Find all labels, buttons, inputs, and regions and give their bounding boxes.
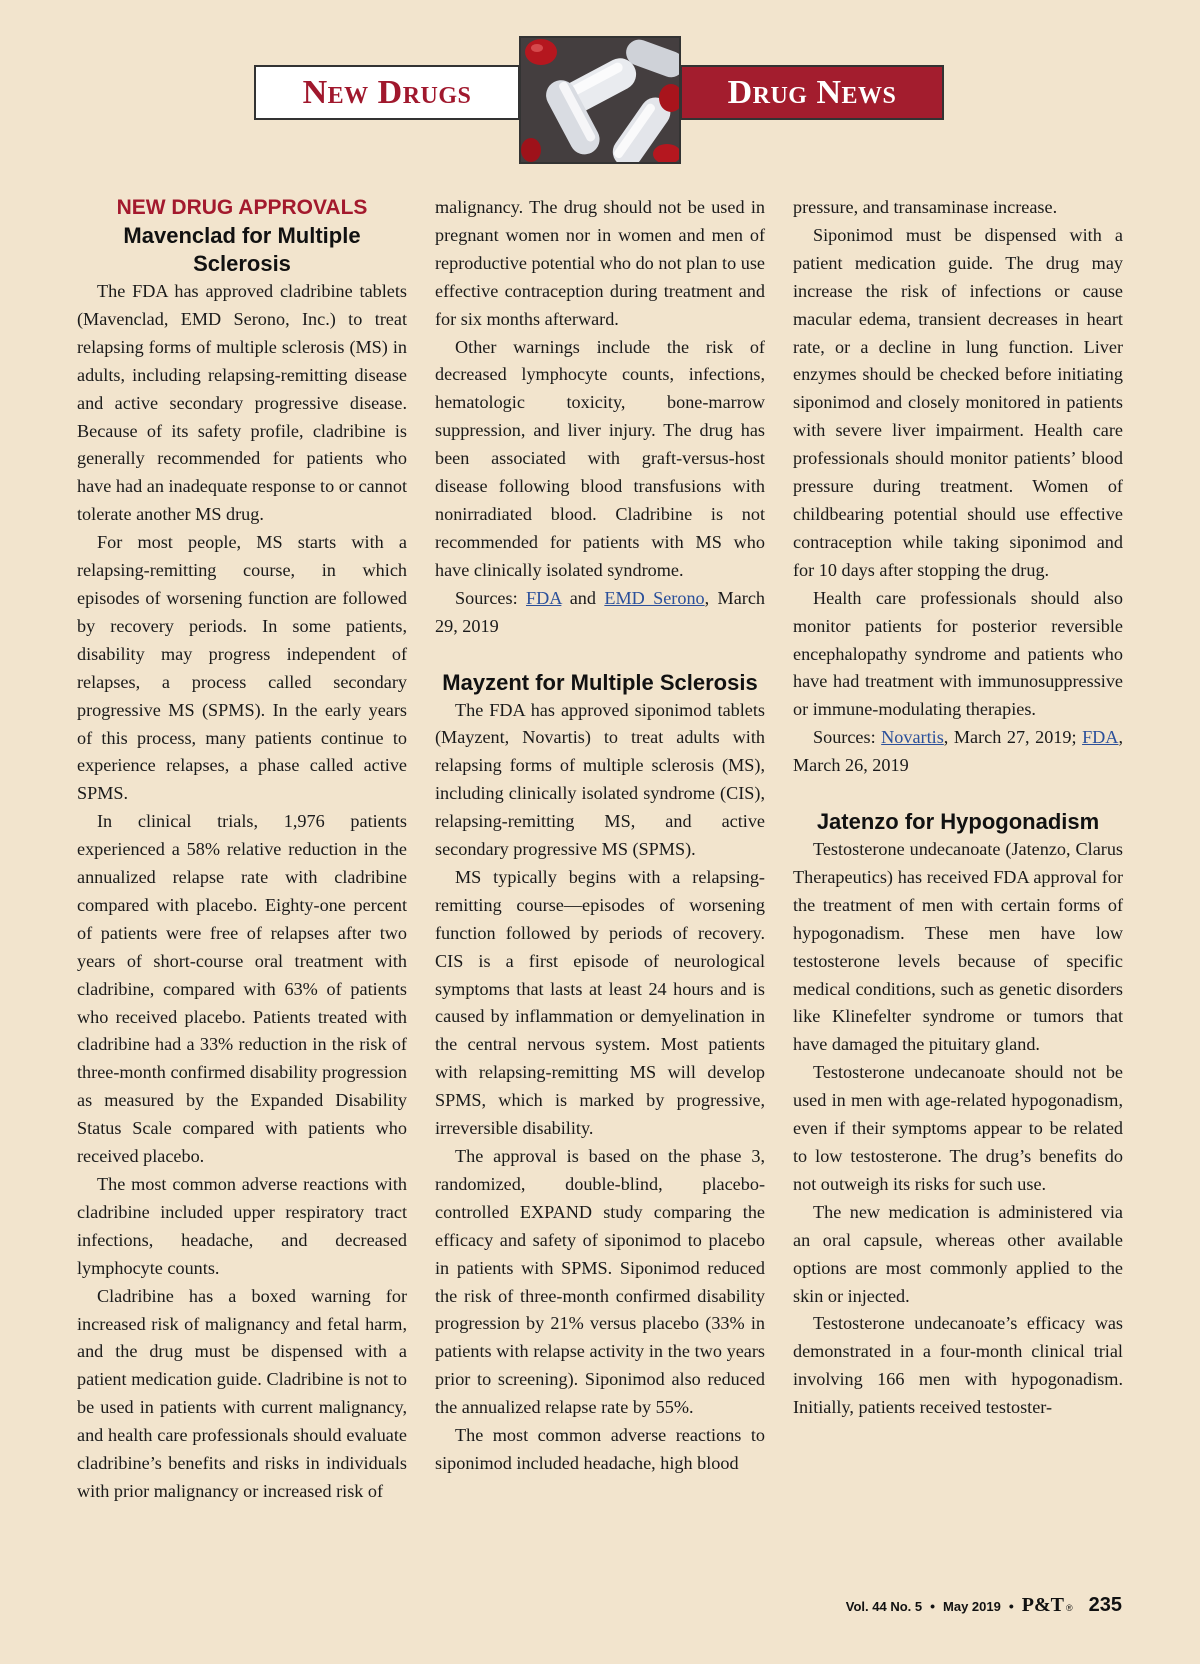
paragraph: Siponimod must be dispensed with a patient medication guide. The drug may increase the risk of infections or cause macular edema, transient decreases in heart rate, or a decline in lung function. Liver enzymes should be checked before initiating siponimod and closely monitored in patients with severe liver impairment. Health care professionals should monitor patients’ blood pressure during treatment. Women of childbearing potential should use effective contraception while taking siponimod and for 10 days after stopping the drug. [793, 224, 1123, 580]
sources-date: , March 26, 2019 [793, 727, 1123, 776]
new-drugs-label: New Drugs [254, 65, 520, 120]
sources-line [435, 585, 765, 641]
paragraph: Health care professionals should also monitor patients for posterior reversible encephalopathy syndrome and patients who have had treatment with immunosuppressive or immune-modulating therapies. [793, 587, 1123, 720]
paragraph: The FDA has approved siponimod tablets (Mayzent, Novartis) to treat adults with relapsing forms of multiple sclerosis (MS), including clinically isolated syndrome (CIS), relapsing-remitting MS, and active secondary progressive MS (SPMS). [435, 699, 765, 860]
separator-dot: • [1008, 1598, 1014, 1614]
paragraph: Other warnings include the risk of decreased lymphocyte counts, infections, hematologic toxicity, bone-marrow suppression, and liver injury. The drug has been associated with graft-versus-host disease following blood transfusions with nonirradiated blood. Cladribine is not recommended for patients with MS who have clinically isolated syndrome. [435, 336, 765, 580]
paragraph: malignancy. The drug should not be used in pregnant women nor in women and men of reproductive potential who do not plan to use effective contraception during treatment and for six months afterward. [435, 197, 765, 329]
paragraph: The approval is based on the phase 3, randomized, double-blind, placebo-controlled EXPAND study comparing the efficacy and safety of siponimod to placebo in patients with SPMS. Siponimod reduced the risk of three-month confirmed disability progression by 21% versus placebo (33% in patients with relapse activity in the two years prior to screening). Siponimod also reduced the annualized relapse rate by 55%. [435, 1146, 765, 1418]
sources-and: and [561, 587, 605, 608]
paragraph: Testosterone undecanoate’s efficacy was demonstrated in a four-month clinical trial involving 166 men with hypogonadism. Initially, patients received testoster- [793, 1313, 1123, 1418]
drug-news-label: Drug News [680, 65, 944, 120]
article-heading-jatenzo: Jatenzo for Hypogonadism [816, 809, 1100, 835]
article-heading-mavenclad: Mavenclad for Multiple Sclerosis [123, 223, 361, 276]
sources-line [793, 724, 1123, 780]
paragraph: The most common adverse reactions to siponimod included headache, high blood [435, 1425, 765, 1473]
source-link-emd-serono[interactable]: EMD Serono [604, 587, 705, 608]
pills-photo [519, 36, 681, 164]
paragraph: The new medication is administered via an oral capsule, whereas other available options are most commonly applied to the skin or injected. [793, 1201, 1123, 1306]
issue-date: May 2019 [943, 1599, 1001, 1614]
paragraph: MS typically begins with a relapsing-remitting course—episodes of worsening function followed by periods of recovery. CIS is a first episode of neurological symptoms that lasts at least 24 hours and is caused by inflammation or demyelination in the central nervous system. Most patients with relapsing-remitting MS will develop SPMS, which is marked by progressive, irreversible disability. [435, 866, 765, 1139]
page-footer [846, 1594, 1122, 1624]
paragraph: Testosterone undecanoate (Jatenzo, Clarus Therapeutics) has received FDA approval for the treatment of men with certain forms of hypogonadism. These men have low testosterone levels because of specific medical conditions, such as genetic disorders like Klinefelter syndrome or tumors that have damaged the pituitary gland. [793, 839, 1123, 1055]
paragraph: pressure, and transaminase increase. [793, 197, 1058, 217]
source-link-fda[interactable]: FDA [525, 587, 562, 608]
sources-date: , March 27, 2019; [943, 727, 1077, 748]
masthead-banner [0, 0, 1200, 170]
page-number: 235 [1088, 1594, 1122, 1616]
sources-label: Sources: [813, 727, 882, 748]
sources-label: Sources: [455, 587, 526, 608]
sources-date: , March 29, 2019 [435, 587, 766, 636]
separator-dot: • [930, 1598, 936, 1614]
paragraph: The most common adverse reactions with cladribine included upper respiratory tract infections, headache, and decreased lymphocyte counts. [77, 1174, 407, 1278]
source-link-novartis[interactable]: Novartis [881, 727, 944, 748]
paragraph: Testosterone undecanoate should not be used in men with age-related hypogonadism, even if their symptoms appear to be related to low testosterone. The drug’s benefits do not outweigh its risks for such use. [793, 1062, 1123, 1194]
paragraph: Cladribine has a boxed warning for increased risk of malignancy and fetal harm, and the drug must be dispensed with a patient medication guide. Cladribine is not to be used in patients with current malignancy, and health care professionals should evaluate cladribine’s benefits and risks in individuals with prior malignancy or increased risk of [77, 1285, 407, 1501]
journal-name: P&T [1021, 1594, 1064, 1616]
paragraph: The FDA has approved cladribine tablets (Mavenclad, EMD Serono, Inc.) to treat relapsing forms of multiple sclerosis (MS) in adults, including relapsing-remitting disease and active secondary progressive disease. Because of its safety profile, cladribine is generally recommended for patients who have had an inadequate response to or cannot tolerate another MS drug. [77, 281, 407, 525]
column-2 [435, 194, 765, 1478]
paragraph: For most people, MS starts with a relapsing-remitting course, in which episodes of worsening function are followed by recovery periods. In some patients, disability may progress independent of relapses, a process called secondary progressive MS (SPMS). In the early years of this process, many patients continue to experience relapses, a phase called active SPMS. [77, 532, 407, 804]
column-3 [793, 194, 1123, 1422]
column-1 [77, 194, 407, 1506]
article-heading-mayzent: Mayzent for Multiple Sclerosis [442, 669, 758, 695]
registered-mark: ® [1065, 1603, 1073, 1613]
paragraph: In clinical trials, 1,976 patients experienced a 58% relative reduction in the annualized relapse rate with cladribine compared with placebo. Eighty-one percent of patients were free of relapses after two years of short-course oral treatment with cladribine, compared with 63% of patients who received placebo. Patients treated with cladribine had a 33% reduction in the risk of three-month confirmed disability progression as measured by the Expanded Disability Status Scale compared with patients who received placebo. [77, 811, 407, 1167]
section-kicker: NEW DRUG APPROVALS [116, 196, 368, 219]
source-link-fda[interactable]: FDA [1082, 727, 1119, 748]
volume-issue: Vol. 44 No. 5 [845, 1599, 923, 1614]
